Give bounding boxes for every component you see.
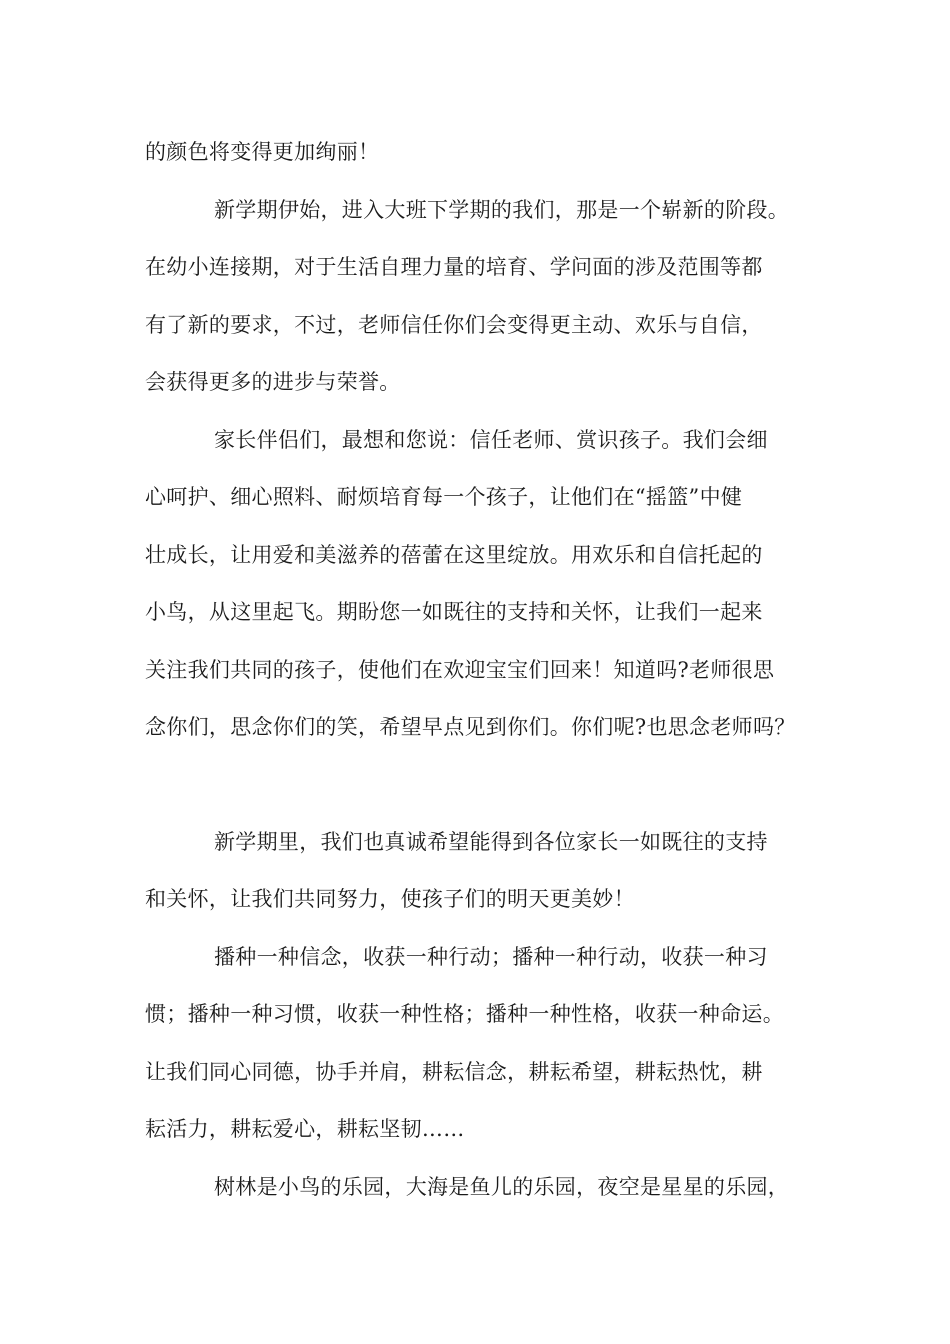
text-line: 播种一种信念，收获一种行动；播种一种行动，收获一种习 bbox=[214, 945, 768, 969]
text-line: 小鸟，从这里起飞。期盼您一如既往的支持和关怀，让我们一起来 bbox=[145, 600, 763, 624]
text-line: 家长伴侣们，最想和您说：信任老师、赏识孩子。我们会细 bbox=[214, 428, 768, 452]
text-line: 新学期伊始，进入大班下学期的我们，那是一个崭新的阶段。 bbox=[214, 198, 790, 222]
text-line: 新学期里，我们也真诚希望能得到各位家长一如既往的支持 bbox=[214, 830, 768, 854]
text-line: 耘活力，耕耘爱心，耕耘坚韧…… bbox=[145, 1117, 465, 1141]
text-line: 让我们同心同德，协手并肩，耕耘信念，耕耘希望，耕耘热忱，耕 bbox=[145, 1060, 763, 1084]
text-line: 在幼小连接期，对于生活自理力量的培育、学问面的涉及范围等都 bbox=[145, 255, 763, 279]
text-line: 树林是小鸟的乐园，大海是鱼儿的乐园，夜空是星星的乐园， bbox=[214, 1175, 790, 1199]
text-line: 壮成长，让用爱和美滋养的蓓蕾在这里绽放。用欢乐和自信托起的 bbox=[145, 543, 763, 567]
text-line: 会获得更多的进步与荣誉。 bbox=[145, 370, 401, 394]
text-line: 有了新的要求，不过，老师信任你们会变得更主动、欢乐与自信， bbox=[145, 313, 763, 337]
text-line: 的颜色将变得更加绚丽！ bbox=[145, 140, 380, 164]
text-line: 和关怀，让我们共同努力，使孩子们的明天更美妙！ bbox=[145, 887, 635, 911]
text-line: 心呵护、细心照料、耐烦培育每一个孩子，让他们在“摇篮”中健 bbox=[145, 485, 743, 509]
text-line: 惯；播种一种习惯，收获一种性格；播种一种性格，收获一种命运。 bbox=[145, 1002, 784, 1026]
text-line: 念你们，思念你们的笑，希望早点见到你们。你们呢?也思念老师吗？ bbox=[145, 715, 796, 739]
text-line: 关注我们共同的孩子，使他们在欢迎宝宝们回来！知道吗?老师很思 bbox=[145, 658, 775, 682]
